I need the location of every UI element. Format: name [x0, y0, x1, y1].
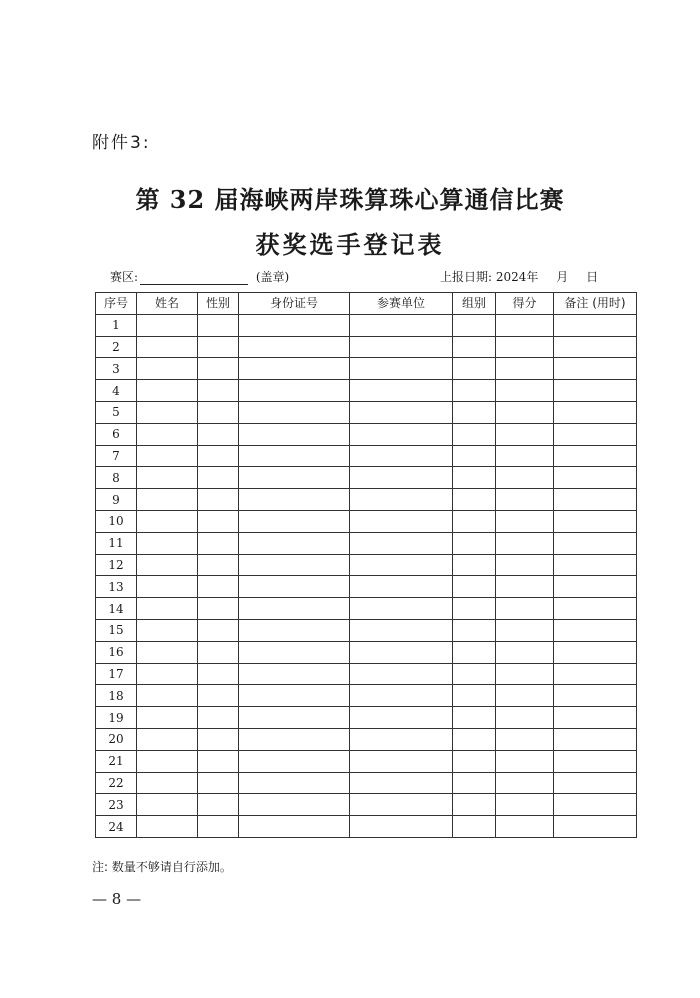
- blank-cell: [198, 314, 239, 336]
- blank-cell: [496, 445, 554, 467]
- page-subtitle: 获奖选手登记表: [255, 230, 445, 259]
- table-row: [96, 532, 637, 554]
- table-row: [96, 510, 637, 532]
- blank-cell: [496, 336, 554, 358]
- report-date: [440, 268, 612, 285]
- blank-cell: [137, 336, 198, 358]
- row-number: 14: [96, 598, 137, 620]
- blank-cell: [198, 772, 239, 794]
- blank-cell: [198, 489, 239, 511]
- table-row: [96, 619, 637, 641]
- blank-cell: [496, 728, 554, 750]
- blank-cell: [198, 510, 239, 532]
- row-number: 8: [96, 467, 137, 489]
- report-date-label: 上报日期: 2024年: [440, 270, 539, 284]
- table-row: [96, 794, 637, 816]
- blank-cell: [453, 554, 496, 576]
- blank-cell: [239, 598, 350, 620]
- table-row: [96, 423, 637, 445]
- blank-cell: [554, 423, 637, 445]
- blank-cell: [496, 598, 554, 620]
- blank-cell: [496, 707, 554, 729]
- blank-cell: [453, 467, 496, 489]
- blank-cell: [554, 816, 637, 838]
- row-number: 9: [96, 489, 137, 511]
- blank-cell: [137, 707, 198, 729]
- blank-cell: [239, 794, 350, 816]
- blank-cell: [137, 685, 198, 707]
- region-blank-line: [140, 272, 248, 285]
- blank-cell: [496, 576, 554, 598]
- blank-cell: [239, 314, 350, 336]
- blank-cell: [350, 554, 453, 576]
- blank-cell: [239, 685, 350, 707]
- row-number: 17: [96, 663, 137, 685]
- blank-cell: [198, 685, 239, 707]
- blank-cell: [496, 685, 554, 707]
- blank-cell: [137, 489, 198, 511]
- row-number: 5: [96, 401, 137, 423]
- column-header: 得分: [496, 293, 554, 315]
- blank-cell: [198, 554, 239, 576]
- row-number: 4: [96, 380, 137, 402]
- blank-cell: [239, 423, 350, 445]
- row-number: 1: [96, 314, 137, 336]
- blank-cell: [554, 772, 637, 794]
- blank-cell: [137, 663, 198, 685]
- table-row: [96, 314, 637, 336]
- row-number: 13: [96, 576, 137, 598]
- row-number: 10: [96, 510, 137, 532]
- blank-cell: [198, 750, 239, 772]
- region-field: [110, 268, 289, 285]
- table-row: [96, 445, 637, 467]
- blank-cell: [350, 598, 453, 620]
- blank-cell: [137, 619, 198, 641]
- table-header-row: [96, 293, 637, 315]
- blank-cell: [496, 380, 554, 402]
- blank-cell: [453, 772, 496, 794]
- blank-cell: [496, 641, 554, 663]
- blank-cell: [198, 598, 239, 620]
- region-label: 赛区:: [110, 270, 139, 284]
- blank-cell: [350, 576, 453, 598]
- blank-cell: [350, 685, 453, 707]
- blank-cell: [496, 314, 554, 336]
- blank-cell: [198, 401, 239, 423]
- blank-cell: [453, 663, 496, 685]
- table-row: [96, 772, 637, 794]
- blank-cell: [554, 510, 637, 532]
- table-row: [96, 554, 637, 576]
- column-header: 性别: [198, 293, 239, 315]
- attachment-label: 附件3:: [92, 133, 151, 153]
- row-number: 3: [96, 358, 137, 380]
- blank-cell: [554, 685, 637, 707]
- table-row: [96, 467, 637, 489]
- blank-cell: [453, 423, 496, 445]
- blank-cell: [554, 728, 637, 750]
- blank-cell: [496, 663, 554, 685]
- blank-cell: [137, 532, 198, 554]
- blank-cell: [239, 489, 350, 511]
- blank-cell: [239, 554, 350, 576]
- row-number: 18: [96, 685, 137, 707]
- table-row: [96, 336, 637, 358]
- blank-cell: [198, 380, 239, 402]
- blank-cell: [137, 772, 198, 794]
- blank-cell: [554, 336, 637, 358]
- row-number: 6: [96, 423, 137, 445]
- blank-cell: [496, 510, 554, 532]
- blank-cell: [350, 750, 453, 772]
- blank-cell: [453, 750, 496, 772]
- blank-cell: [453, 576, 496, 598]
- blank-cell: [350, 532, 453, 554]
- blank-cell: [198, 358, 239, 380]
- blank-cell: [554, 619, 637, 641]
- blank-cell: [350, 401, 453, 423]
- blank-cell: [554, 358, 637, 380]
- row-number: 11: [96, 532, 137, 554]
- blank-cell: [239, 663, 350, 685]
- blank-cell: [198, 532, 239, 554]
- blank-cell: [350, 467, 453, 489]
- blank-cell: [453, 510, 496, 532]
- blank-cell: [496, 423, 554, 445]
- blank-cell: [453, 728, 496, 750]
- blank-cell: [350, 794, 453, 816]
- row-number: 23: [96, 794, 137, 816]
- column-header: 组别: [453, 293, 496, 315]
- blank-cell: [554, 314, 637, 336]
- column-header: 序号: [96, 293, 137, 315]
- blank-cell: [554, 641, 637, 663]
- blank-cell: [350, 641, 453, 663]
- month-label: 月: [556, 270, 569, 284]
- column-header: 备注 (用时): [554, 293, 637, 315]
- blank-cell: [239, 358, 350, 380]
- blank-cell: [554, 554, 637, 576]
- table-row: [96, 641, 637, 663]
- blank-cell: [239, 336, 350, 358]
- table-row: [96, 750, 637, 772]
- blank-cell: [496, 794, 554, 816]
- blank-cell: [350, 772, 453, 794]
- blank-cell: [554, 401, 637, 423]
- blank-cell: [496, 358, 554, 380]
- blank-cell: [453, 489, 496, 511]
- blank-cell: [453, 685, 496, 707]
- row-number: 15: [96, 619, 137, 641]
- blank-cell: [496, 816, 554, 838]
- row-number: 22: [96, 772, 137, 794]
- blank-cell: [239, 380, 350, 402]
- blank-cell: [198, 707, 239, 729]
- blank-cell: [350, 728, 453, 750]
- blank-cell: [239, 641, 350, 663]
- blank-cell: [554, 576, 637, 598]
- blank-cell: [350, 619, 453, 641]
- blank-cell: [453, 380, 496, 402]
- table-row: [96, 358, 637, 380]
- blank-cell: [453, 619, 496, 641]
- table-row: [96, 576, 637, 598]
- table-row: [96, 598, 637, 620]
- blank-cell: [350, 336, 453, 358]
- blank-cell: [350, 358, 453, 380]
- blank-cell: [239, 510, 350, 532]
- blank-cell: [554, 750, 637, 772]
- blank-cell: [198, 794, 239, 816]
- blank-cell: [554, 707, 637, 729]
- registration-table: [95, 292, 637, 838]
- blank-cell: [198, 728, 239, 750]
- blank-cell: [554, 794, 637, 816]
- blank-cell: [137, 554, 198, 576]
- blank-cell: [453, 707, 496, 729]
- row-number: 24: [96, 816, 137, 838]
- blank-cell: [137, 380, 198, 402]
- row-number: 2: [96, 336, 137, 358]
- blank-cell: [350, 489, 453, 511]
- table-row: [96, 489, 637, 511]
- blank-cell: [496, 772, 554, 794]
- table-row: [96, 663, 637, 685]
- row-number: 20: [96, 728, 137, 750]
- table-row: [96, 401, 637, 423]
- column-header: 参赛单位: [350, 293, 453, 315]
- blank-cell: [453, 641, 496, 663]
- blank-cell: [239, 772, 350, 794]
- blank-cell: [496, 401, 554, 423]
- table-row: [96, 380, 637, 402]
- blank-cell: [453, 794, 496, 816]
- table-row: [96, 816, 637, 838]
- blank-cell: [496, 532, 554, 554]
- blank-cell: [453, 532, 496, 554]
- blank-cell: [239, 532, 350, 554]
- blank-cell: [137, 641, 198, 663]
- table-row: [96, 707, 637, 729]
- blank-cell: [137, 510, 198, 532]
- blank-cell: [453, 816, 496, 838]
- footnote: 注: 数量不够请自行添加。: [92, 860, 232, 874]
- blank-cell: [198, 467, 239, 489]
- blank-cell: [137, 445, 198, 467]
- blank-cell: [554, 532, 637, 554]
- blank-cell: [453, 401, 496, 423]
- blank-cell: [137, 314, 198, 336]
- blank-cell: [137, 728, 198, 750]
- blank-cell: [137, 576, 198, 598]
- seal-note: (盖章): [255, 270, 290, 284]
- blank-cell: [453, 336, 496, 358]
- blank-cell: [453, 445, 496, 467]
- blank-cell: [239, 445, 350, 467]
- table-row: [96, 685, 637, 707]
- page-title: 第 32 届海峡两岸珠算珠心算通信比赛: [135, 185, 565, 214]
- blank-cell: [554, 489, 637, 511]
- row-number: 19: [96, 707, 137, 729]
- table-row: [96, 728, 637, 750]
- blank-cell: [239, 707, 350, 729]
- blank-cell: [137, 598, 198, 620]
- blank-cell: [198, 816, 239, 838]
- blank-cell: [496, 554, 554, 576]
- blank-cell: [496, 489, 554, 511]
- blank-cell: [554, 467, 637, 489]
- blank-cell: [453, 314, 496, 336]
- blank-cell: [137, 423, 198, 445]
- blank-cell: [198, 619, 239, 641]
- page-number: — 8 —: [92, 890, 142, 908]
- blank-cell: [137, 358, 198, 380]
- row-number: 21: [96, 750, 137, 772]
- blank-cell: [239, 728, 350, 750]
- blank-cell: [239, 816, 350, 838]
- day-label: 日: [586, 270, 599, 284]
- blank-cell: [554, 598, 637, 620]
- blank-cell: [453, 358, 496, 380]
- blank-cell: [350, 816, 453, 838]
- blank-cell: [554, 663, 637, 685]
- blank-cell: [496, 619, 554, 641]
- blank-cell: [137, 467, 198, 489]
- blank-cell: [198, 663, 239, 685]
- blank-cell: [239, 750, 350, 772]
- row-number: 16: [96, 641, 137, 663]
- blank-cell: [350, 510, 453, 532]
- blank-cell: [137, 794, 198, 816]
- blank-cell: [350, 445, 453, 467]
- blank-cell: [239, 576, 350, 598]
- blank-cell: [198, 641, 239, 663]
- blank-cell: [453, 598, 496, 620]
- blank-cell: [239, 619, 350, 641]
- blank-cell: [350, 314, 453, 336]
- row-number: 7: [96, 445, 137, 467]
- blank-cell: [137, 401, 198, 423]
- blank-cell: [198, 445, 239, 467]
- blank-cell: [239, 401, 350, 423]
- blank-cell: [198, 576, 239, 598]
- blank-cell: [137, 816, 198, 838]
- blank-cell: [496, 750, 554, 772]
- blank-cell: [198, 423, 239, 445]
- blank-cell: [198, 336, 239, 358]
- blank-cell: [554, 445, 637, 467]
- blank-cell: [496, 467, 554, 489]
- blank-cell: [554, 380, 637, 402]
- row-number: 12: [96, 554, 137, 576]
- blank-cell: [350, 663, 453, 685]
- blank-cell: [137, 750, 198, 772]
- column-header: 身份证号: [239, 293, 350, 315]
- blank-cell: [350, 423, 453, 445]
- blank-cell: [239, 467, 350, 489]
- column-header: 姓名: [137, 293, 198, 315]
- blank-cell: [350, 380, 453, 402]
- blank-cell: [350, 707, 453, 729]
